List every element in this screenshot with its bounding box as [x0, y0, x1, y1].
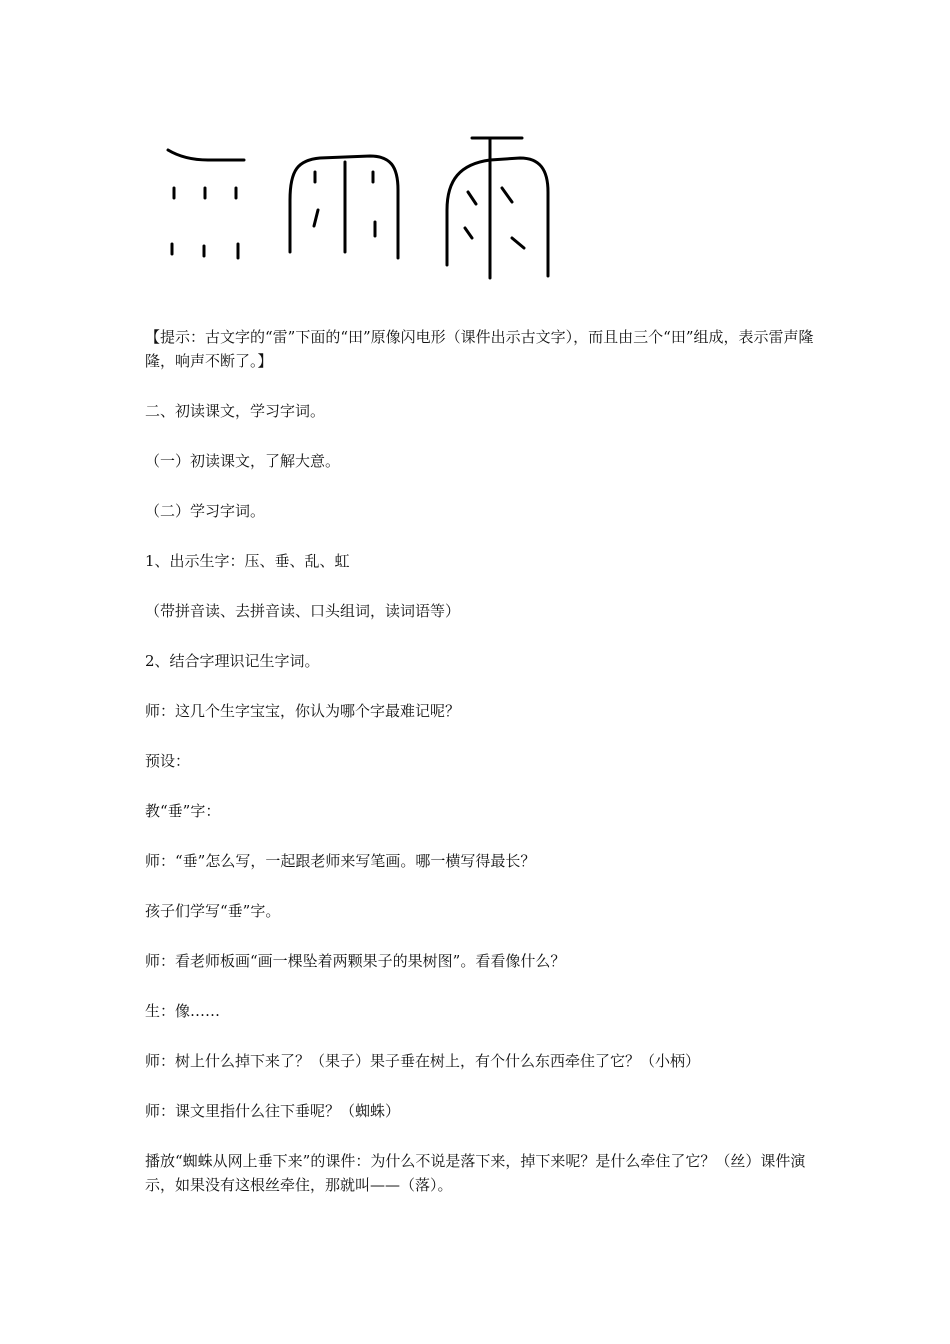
paragraph-student-answer: 生：像…… [145, 1002, 221, 1020]
paragraph-children-write: 孩子们学写“垂”字。 [145, 902, 281, 920]
document-body [145, 325, 815, 1223]
ancient-glyph-1 [168, 150, 244, 258]
paragraph-preset: 预设： [145, 752, 191, 770]
paragraph-new-characters: 1、出示生字：压、垂、乱、虹 [145, 552, 350, 570]
ancient-glyph-3 [447, 138, 548, 278]
paragraph-reading-method: （带拼音读、去拼音读、口头组词，读词语等） [145, 602, 461, 620]
ancient-glyph-2 [290, 156, 398, 258]
paragraph-hint: 【提示：古文字的“雷”下面的“田”原像闪电形（课件出示古文字），而且由三个“田”组成，表示雷声隆隆，响声不断了。】 [145, 328, 814, 370]
ancient-rain-characters-drawing [160, 130, 580, 290]
paragraph-subsection-2: （二）学习字词。 [145, 502, 266, 520]
paragraph-subsection-1: （一）初读课文，了解大意。 [145, 452, 341, 470]
paragraph-teach-chui: 教“垂”字： [145, 802, 221, 820]
paragraph-section-2: 二、初读课文，学习字词。 [145, 402, 326, 420]
paragraph-courseware: 播放“蜘蛛从网上垂下来”的课件：为什么不说是落下来，掉下来呢？是什么牵住了它？（丝）课件演示，如果没有这根丝牵住，那就叫——（落）。 [145, 1152, 806, 1194]
paragraph-teacher-stroke: 师：“垂”怎么写，一起跟老师来写笔画。哪一横写得最长？ [145, 852, 536, 870]
paragraph-teacher-question: 师：这几个生字宝宝，你认为哪个字最难记呢？ [145, 702, 461, 720]
paragraph-teacher-tree: 师：树上什么掉下来了？（果子）果子垂在树上，有个什么东西牵住了它？（小柄） [145, 1052, 701, 1070]
paragraph-teacher-spider: 师：课文里指什么往下垂呢？（蜘蛛） [145, 1102, 401, 1120]
ancient-rain-characters-figure [160, 130, 580, 290]
paragraph-teacher-draw: 师：看老师板画“画一棵坠着两颗果子的果树图”。看看像什么？ [145, 952, 566, 970]
paragraph-memorize: 2、结合字理识记生字词。 [145, 652, 320, 670]
